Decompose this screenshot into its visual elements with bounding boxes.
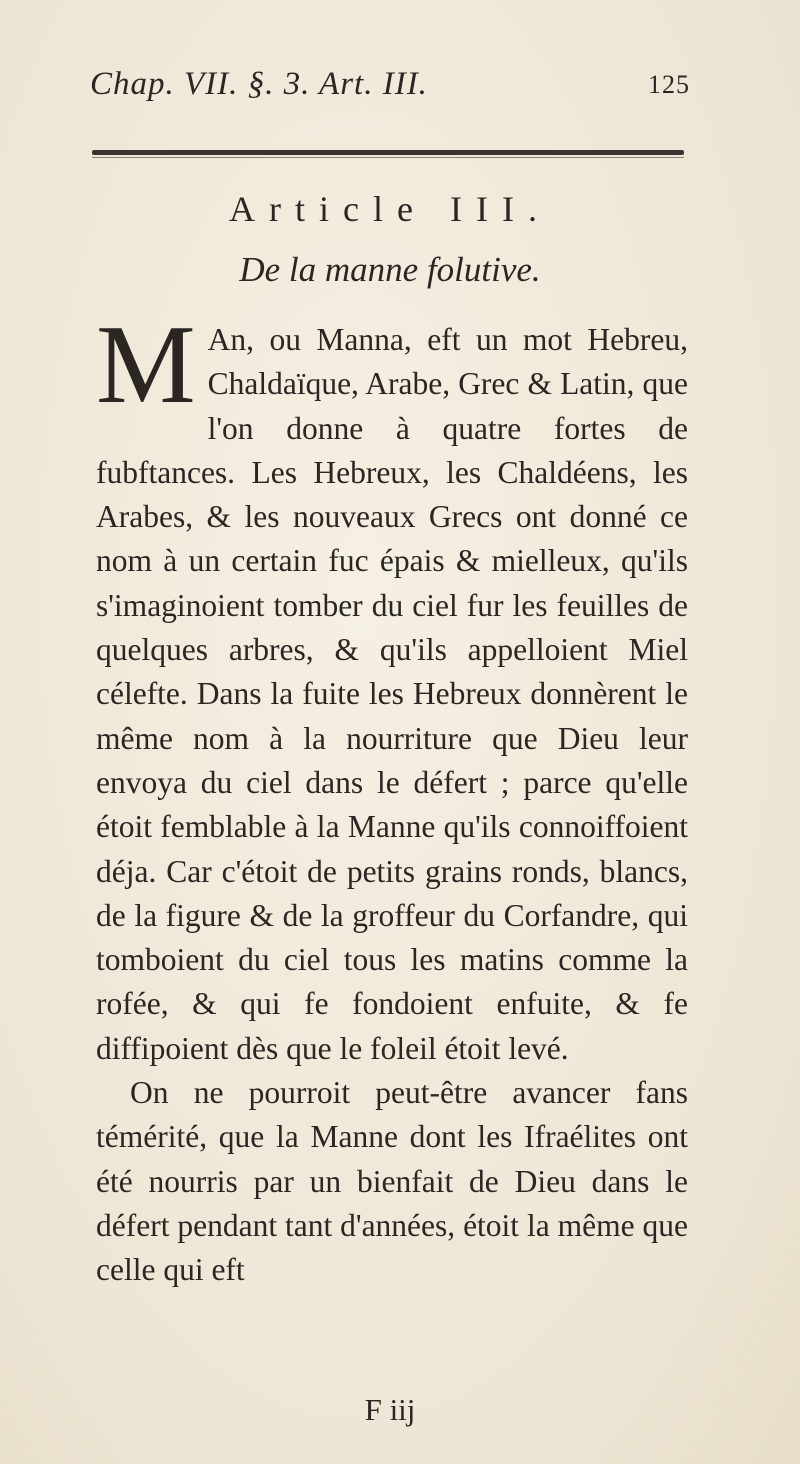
header-rule <box>92 150 684 155</box>
running-head <box>90 66 690 110</box>
paragraph-1-text: An, ou Manna, eft un mot Hebreu, Chaldaïque, Arabe, Grec & Latin, que l'on donne à quatre fortes de fubftances. Les Hebreux, les Chaldéens, les Arabes, & les nouveaux Grecs ont donné ce nom à un certain fuc épais & mielleux, qu'ils s'imaginoient tomber du ciel fur les feuilles de quelques arbres, & qu'ils appelloient Miel célefte. Dans la fuite les Hebreux donnèrent le même nom à la nourriture que Dieu leur envoya du ciel dans le défert ; parce qu'elle étoit femblable à la Manne qu'ils connoiffoient déja. Car c'étoit de petits grains ronds, blancs, de la figure & de la groffeur du Corfandre, qui tomboient du ciel tous les matins comme la rofée, & qui fe fondoient enfuite, & fe diffipoient dès que le foleil étoit levé. <box>96 322 688 1066</box>
signature-mark: F iij <box>364 1392 416 1427</box>
page-number: 125 <box>648 70 690 99</box>
running-head-chapter: Chap. VII. §. 3. Art. III. <box>90 66 428 102</box>
header-rule-thin <box>92 157 684 158</box>
body-text <box>96 303 688 1293</box>
article-heading: Article III. <box>229 189 551 229</box>
paragraph-2: On ne pourroit peut-être avancer fans témérité, que la Manne dont les Ifraélites ont été nourris par un bienfait de Dieu dans le défert pendant tant d'années, étoit la même que celle qui eft <box>96 1075 688 1288</box>
drop-cap: M <box>96 303 196 427</box>
paragraph-1 <box>96 303 688 1071</box>
article-subtitle: De la manne folutive. <box>239 250 541 289</box>
